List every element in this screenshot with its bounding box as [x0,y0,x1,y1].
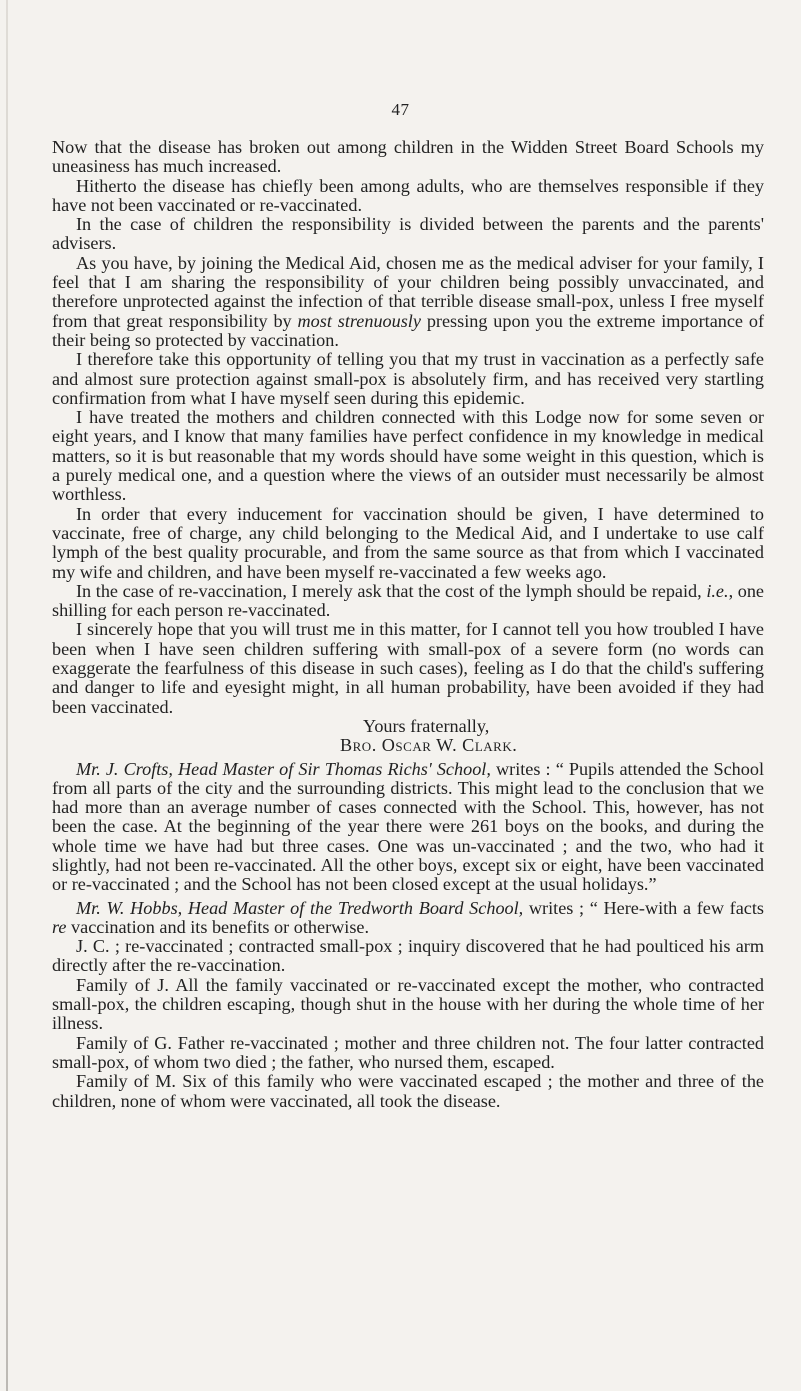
page-edge-shadow [6,0,8,1391]
paragraph-text: pressing upon you the extreme importance of their being so protected by vaccination. [52,310,765,350]
quoted-author: Mr. W. Hobbs, Head Master of the Tredworth Board School, [76,897,524,918]
page-number: 47 [391,100,410,119]
body-text [52,138,764,1111]
case-paragraph: J. C. ; re-vaccinated ; contracted small-pox ; inquiry discovered that he had poulticed his arm directly after the re-vaccination. [52,936,764,976]
paragraph: I therefore take this opportunity of telling you that my trust in vaccination as a perfectly safe and almost sure protection against small-pox is absolutely firm, and has received very startling confirmation from what I have myself seen during this epidemic. [52,349,764,408]
paragraph-text: , one shilling for each person re-vaccinated. [52,580,765,621]
case-paragraph: Family of G. Father re-vaccinated ; mother and three children not. The four latter contracted small-pox, of whom two died ; the father, who nursed them, escaped. [52,1032,764,1072]
paragraph: Hitherto the disease has chiefly been among adults, who are themselves responsible if they have not been vaccinated or re-vaccinated. [52,175,764,215]
crofts-paragraph [52,760,764,895]
case-paragraph: Family of J. All the family vaccinated or re-vaccinated except the mother, who contracted small-pox, the children escaping, though shut in the house with her during the whole time of her illness. [52,974,764,1034]
quote-text: writes ; “ Here-with a few facts [528,897,764,918]
case-paragraph: Family of M. Six of this family who were vaccinated escaped ; the mother and three of the children, none of whom were vaccinated, all took the disease. [52,1071,764,1111]
paragraph-text: As you have, by joining the Medical Aid, chosen me as the medical adviser for your family, I feel that I am sharing the responsibility of your children being possibly unvaccinated, and therefore unprotected against the infection of that terrible disease small-pox, unless I free myself from that great responsibility by [52,252,764,331]
paragraph: Now that the disease has broken out among children in the Widden Street Board Schools my uneasiness has much increased. [52,137,764,177]
paragraph: In order that every inducement for vaccination should be given, I have determined to vaccinate, free of charge, any child belonging to the Medical Aid, and I undertake to use calf lymph of the best quality procurable, and from the same source as that from which I vaccinated my wife and children, and have been myself re-vaccinated a few weeks ago. [52,503,764,582]
paragraph [52,254,764,350]
emphasis: re [52,916,67,937]
hobbs-paragraph [52,899,764,938]
emphasis: i.e. [706,580,729,601]
paragraph: In the case of children the responsibility is divided between the parents and the parents' advisers. [52,214,764,254]
paragraph [52,582,764,621]
quote-text: vaccination and its benefits or otherwise. [71,916,370,937]
paragraph: I have treated the mothers and children connected with this Lodge now for some seven or eight years, and I know that many families have perfect confidence in my knowledge in medical matters, so it is but reasonable that my words should have some weight in this question, which is a purely medical one, and a question where the views of an outsider must necessarily be almost worthless. [52,407,764,505]
paragraph: I sincerely hope that you will trust me in this matter, for I cannot tell you how troubled I have been when I have seen children suffering with small-pox of a severe form (no words can exaggerate the fearfulness of this disease in such cases), feeling as I do that the child's suffering and danger to life and eyesight might, in all human probability, have been avoided if they had been vaccinated. [52,619,764,717]
quoted-author: Mr. J. Crofts, Head Master of Sir Thomas Richs' School, [76,758,491,779]
signature: Bro. Oscar W. Clark. [340,735,518,756]
paragraph-text: In the case of re-vaccination, I merely ask that the cost of the lymph should be repaid, [76,580,702,601]
closing: Yours fraternally, [363,715,490,736]
emphasis: most strenuously [297,310,421,331]
quote-text: writes : “ Pupils attended the School from all parts of the city and the surrounding districts. This might lead to the conclusion that we had more than an average number of cases connected with the School. This, however, has not been the case. At the beginning of the year there were 261 boys on the books, and during the whole time we have had but three cases. One was un-vaccinated ; and the two, who had it slightly, had not been re-vaccinated. All the other boys, except six or eight, have been vaccinated or re-vaccinated ; and the School has not been closed except at the usual holidays.” [52,758,765,895]
